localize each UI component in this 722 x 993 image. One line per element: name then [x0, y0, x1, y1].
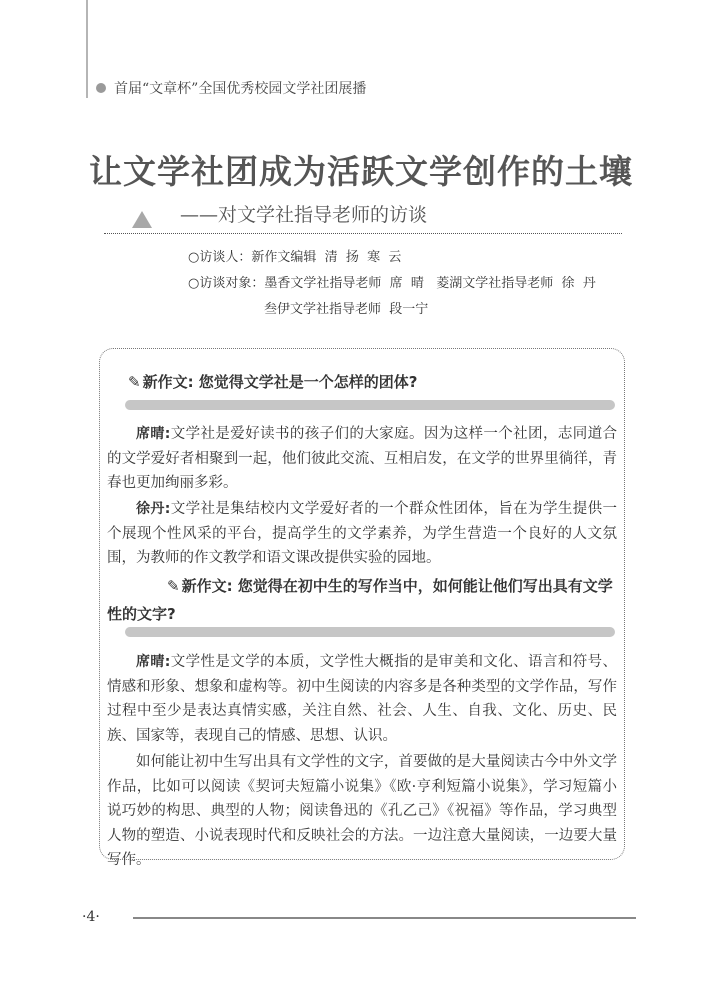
- running-head-text: 首届“文章杯”全国优秀校园文学社团展播: [114, 81, 367, 97]
- triangle-icon: [132, 211, 152, 228]
- interviewees-line: ○访谈对象：墨香文学社指导老师 席 晴 菱湖文学社指导老师 徐 丹: [188, 276, 596, 291]
- speaker-name: 席晴:: [136, 426, 171, 442]
- page-number: ·4·: [82, 909, 100, 925]
- interviewees-line-cont: 叁伊文学社指导老师 段一宁: [264, 302, 429, 317]
- answer-1-1: 席晴:文学社是爱好读书的孩子们的大家庭。因为这样一个社团，志同道合的文学爱好者相聚到一起，他们彼此交流、互相启发，在文学的世界里徜徉，青春也更加绚丽多彩。: [107, 426, 617, 491]
- interview-meta: [188, 245, 596, 323]
- title-divider: [104, 233, 622, 234]
- question-2-bar: [125, 627, 615, 637]
- pen-icon: ✎: [167, 577, 180, 595]
- question-2: ✎ 新作文: 您觉得在初中生的写作当中，如何能让他们写出具有文学性的文字?: [107, 572, 617, 628]
- speaker-name: 徐丹:: [136, 501, 171, 517]
- top-vertical-rule: [86, 0, 88, 98]
- running-head: [96, 78, 366, 98]
- article-title: 让文学社团成为活跃文学创作的土壤: [89, 152, 633, 191]
- question-1: ✎ 新作文: 您觉得文学社是一个怎样的团体?: [128, 368, 418, 396]
- answer-1-2: 徐丹:文学社是集结校内文学爱好者的一个群众性团体，旨在为学生提供一个展现个性风采的平台，提高学生的文学素养，为学生营造一个良好的人文氛围，为教师的作文教学和语文课改提供实验的园地。: [107, 501, 617, 566]
- speaker-name: 席晴:: [136, 654, 171, 670]
- interviewer-line: ○访谈人：新作文编辑 清 扬 寒 云: [188, 250, 402, 265]
- footer-rule: [133, 917, 636, 919]
- bullet-dot-icon: [96, 83, 106, 93]
- article-subtitle: ——对文学社指导老师的访谈: [180, 204, 428, 226]
- answer-2-2: 如何能让初中生写出具有文学性的文字，首要做的是大量阅读古今中外文学作品，比如可以阅读《契诃夫短篇小说集》《欧·亨利短篇小说集》，学习短篇小说巧妙的构思、典型的人物；阅读鲁迅的《孔乙己》《祝福》等作品，学习典型人物的塑造、小说表现时代和反映社会的方法。一边注意大量阅读，一边要大量写作。: [107, 754, 617, 868]
- pen-icon: ✎: [128, 373, 141, 391]
- answer-2-1: 席晴:文学性是文学的本质，文学性大概指的是审美和文化、语言和符号、情感和形象、想象和虚构等。初中生阅读的内容多是各种类型的文学作品，写作过程中至少是表达真情实感，关注自然、社会、人生、自我、文化、历史、民族、国家等，表现自己的情感、思想、认识。: [107, 654, 617, 744]
- question-1-bar: [125, 400, 615, 410]
